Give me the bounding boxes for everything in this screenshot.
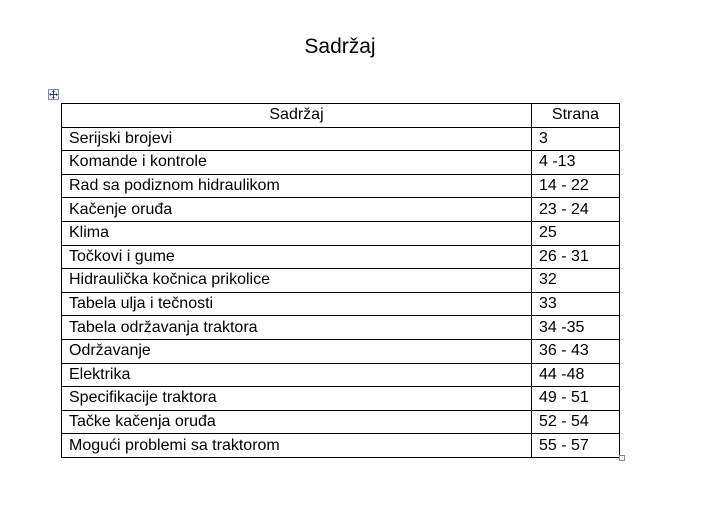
table-move-handle-icon[interactable] [48,89,59,100]
row-section: Specifikacije traktora [62,387,532,411]
table-row [62,316,620,340]
row-section: Komande i kontrole [62,151,532,175]
table-header-row [62,104,620,128]
row-page: 36 - 43 [532,339,620,363]
table-row [62,339,620,363]
row-page: 23 - 24 [532,198,620,222]
row-page: 49 - 51 [532,387,620,411]
table-row [62,269,620,293]
row-section: Klima [62,221,532,245]
table-of-contents [61,103,620,458]
table-row [62,245,620,269]
row-page: 26 - 31 [532,245,620,269]
table-row [62,174,620,198]
header-page: Strana [532,104,620,128]
row-section: Tabela ulja i tečnosti [62,292,532,316]
page-title: Sadržaj [304,35,376,58]
row-section: Točkovi i gume [62,245,532,269]
table-row [62,410,620,434]
row-page: 32 [532,269,620,293]
table-row [62,151,620,175]
move-arrows-icon [49,90,58,99]
table-row [62,198,620,222]
row-page: 33 [532,292,620,316]
table-row [62,387,620,411]
table-row [62,292,620,316]
table-row [62,127,620,151]
table-resize-handle[interactable] [619,455,625,461]
row-section: Elektrika [62,363,532,387]
row-section: Serijski brojevi [62,127,532,151]
row-section: Mogući problemi sa traktorom [62,434,532,458]
row-section: Kačenje oruđa [62,198,532,222]
row-page: 44 -48 [532,363,620,387]
row-section: Rad sa podiznom hidraulikom [62,174,532,198]
row-page: 52 - 54 [532,410,620,434]
row-page: 14 - 22 [532,174,620,198]
table-row [62,221,620,245]
row-page: 3 [532,127,620,151]
row-section: Održavanje [62,339,532,363]
header-section: Sadržaj [62,104,532,128]
table-row [62,434,620,458]
table-row [62,363,620,387]
row-page: 55 - 57 [532,434,620,458]
row-section: Hidraulička kočnica prikolice [62,269,532,293]
row-section: Tabela održavanja traktora [62,316,532,340]
row-section: Tačke kačenja oruđa [62,410,532,434]
row-page: 25 [532,221,620,245]
row-page: 4 -13 [532,151,620,175]
row-page: 34 -35 [532,316,620,340]
